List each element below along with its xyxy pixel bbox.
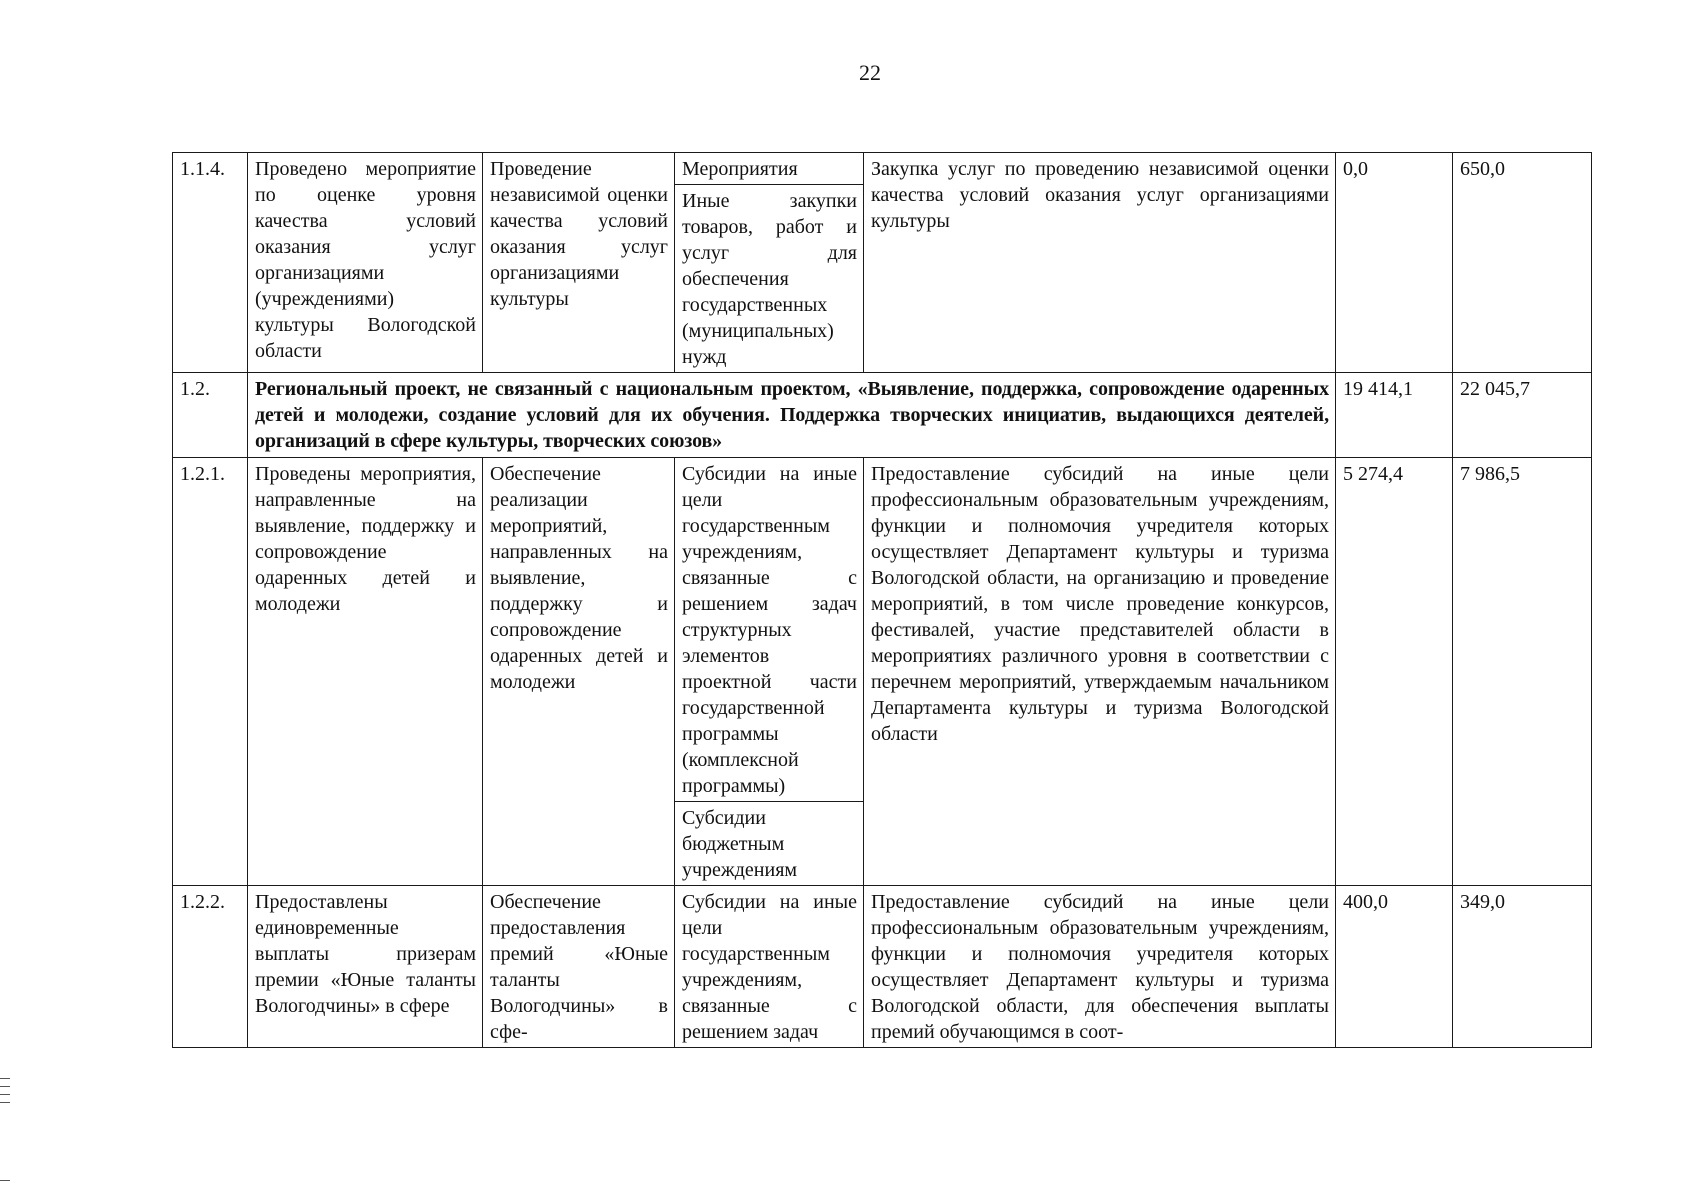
project-title-cell: Региональный проект, не связанный с национальным проектом, «Выявление, поддержка, сопровождение одаренных детей и молодежи, создание условий для их обучения. Поддержка творческих инициатив, выдающихся деятелей, организаций в сфере культуры, творческих союзов» xyxy=(248,373,1336,458)
result-cell: Предоставлены единовременные выплаты призерам премии «Юные таланты Вологодчины» в сфере xyxy=(248,886,483,1048)
expense-type-cell: Субсидии бюджетным учреждениям xyxy=(675,802,864,886)
expense-type-cell: Иные закупки товаров, работ и услуг для обеспечения государственных (муниципальных) нужд xyxy=(675,185,864,373)
margin-mark xyxy=(0,1086,10,1087)
row-code: 1.2. xyxy=(173,373,248,458)
value-cell-1: 5 274,4 xyxy=(1336,458,1453,886)
value-cell-1: 0,0 xyxy=(1336,153,1453,373)
event-type-cell: Мероприятия xyxy=(675,153,864,185)
description-cell: Закупка услуг по проведению независимой оценки качества условий оказания услуг организациями культуры xyxy=(864,153,1336,373)
table-row-1-2-2 xyxy=(173,886,1592,1048)
program-table xyxy=(172,152,1592,1048)
margin-mark xyxy=(0,1094,10,1095)
description-cell: Предоставление субсидий на иные цели профессиональным образовательным учреждениям, функции и полномочия учредителя которых осуществляет Департамент культуры и туризма Вологодской области, для обеспечения выплаты премий обучающимся в соот- xyxy=(864,886,1336,1048)
value-cell-2: 22 045,7 xyxy=(1453,373,1592,458)
margin-mark xyxy=(0,1078,10,1079)
value-cell-1: 19 414,1 xyxy=(1336,373,1453,458)
value-cell-2: 349,0 xyxy=(1453,886,1592,1048)
row-code: 1.1.4. xyxy=(173,153,248,373)
value-cell-2: 7 986,5 xyxy=(1453,458,1592,886)
result-cell: Проведено мероприятие по оценке уровня качества условий оказания услуг организациями (учреждениями) культуры Вологодской области xyxy=(248,153,483,373)
event-cell: Проведение независимой оценки качества условий оказания услуг организациями культуры xyxy=(483,153,675,373)
event-cell: Обеспечение предоставления премий «Юные таланты Вологодчины» в сфе- xyxy=(483,886,675,1048)
table-row-1-2 xyxy=(173,373,1592,458)
expense-type-cell: Субсидии на иные цели государственным учреждениям, связанные с решением задач структурных элементов проектной части государственной программы (комплексной программы) xyxy=(675,458,864,802)
margin-mark xyxy=(0,1102,10,1103)
expense-type-cell: Субсидии на иные цели государственным учреждениям, связанные с решением задач xyxy=(675,886,864,1048)
description-cell: Предоставление субсидий на иные цели профессиональным образовательным учреждениям, функции и полномочия учредителя которых осуществляет Департамент культуры и туризма Вологодской области, на организацию и проведение мероприятий, в том числе проведение конкурсов, фестивалей, участие представителей области в мероприятиях различного уровня в соответствии с перечнем мероприятий, утверждаемым начальником Департамента культуры и туризма Вологодской области xyxy=(864,458,1336,886)
value-cell-2: 650,0 xyxy=(1453,153,1592,373)
row-code: 1.2.2. xyxy=(173,886,248,1048)
table-row-1-1-4 xyxy=(173,153,1592,185)
event-cell: Обеспечение реализации мероприятий, направленных на выявление, поддержку и сопровождение одаренных детей и молодежи xyxy=(483,458,675,886)
margin-mark xyxy=(0,1180,10,1181)
table-row-1-2-1 xyxy=(173,458,1592,802)
result-cell: Проведены мероприятия, направленные на выявление, поддержку и сопровождение одаренных детей и молодежи xyxy=(248,458,483,886)
value-cell-1: 400,0 xyxy=(1336,886,1453,1048)
row-code: 1.2.1. xyxy=(173,458,248,886)
page-number: 22 xyxy=(859,60,881,85)
